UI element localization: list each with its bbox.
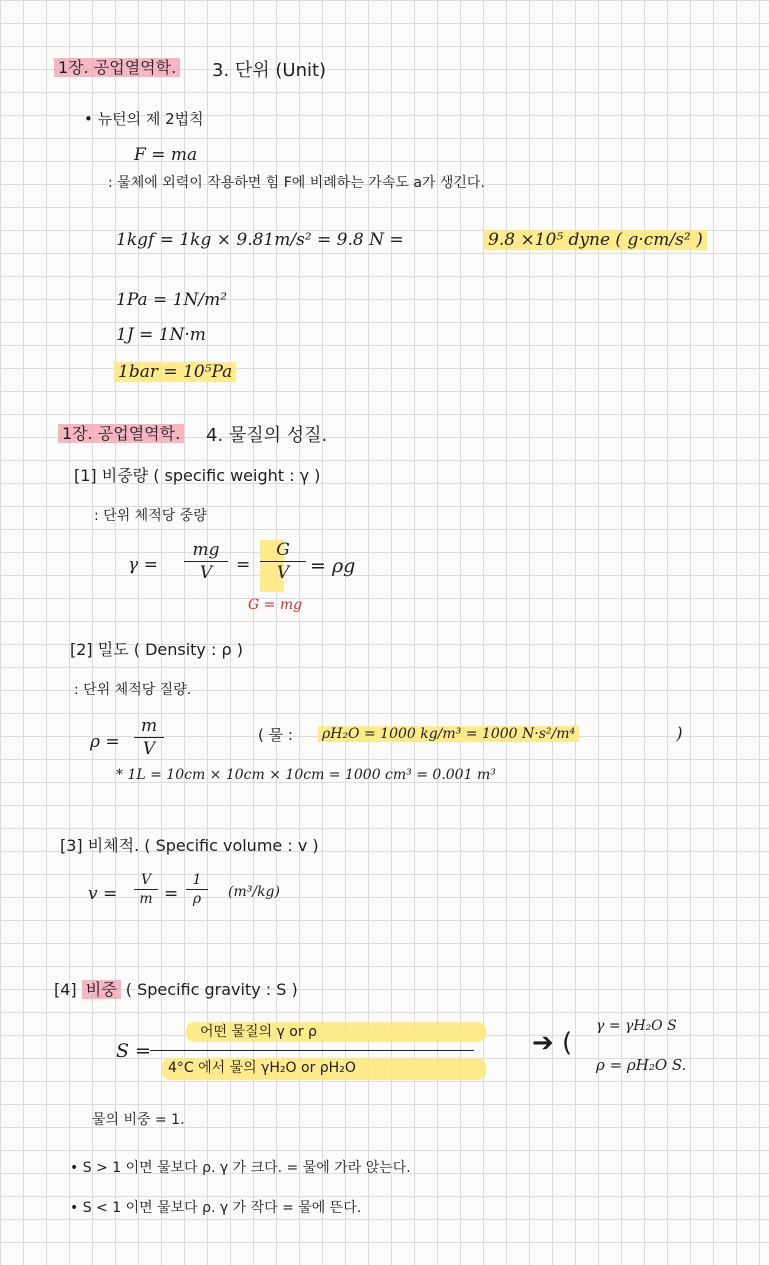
fraction-denominator: V (199, 563, 213, 583)
section-title-properties: 4. 물질의 성질. (206, 425, 328, 446)
fraction-denominator: m (139, 891, 153, 907)
rule-sinks: • S > 1 이면 물보다 ρ. γ 가 크다. = 물에 가라 앉는다. (70, 1160, 411, 1176)
specific-volume-fraction-v-m (134, 872, 158, 907)
fraction-numerator: mg (192, 540, 220, 560)
fraction-numerator: 1 (192, 872, 202, 888)
fraction-denominator: V (276, 563, 290, 583)
fraction-bar (150, 1050, 474, 1051)
newton-heading: • 뉴턴의 제 2법칙 (84, 110, 204, 128)
density-lhs: ρ = (90, 732, 120, 752)
equals-sign: = (164, 884, 179, 904)
heading-highlight: 비중 (82, 980, 121, 999)
fraction-numerator: V (140, 872, 152, 888)
specific-volume-lhs: v = (88, 884, 118, 904)
specific-weight-heading: [1] 비중량 ( specific weight : γ ) (74, 466, 321, 485)
chapter-label-2: 1장. 공업열역학. (58, 424, 184, 443)
density-description: : 단위 체적당 질량. (74, 682, 192, 698)
g-equals-mg-note: G = mg (248, 597, 303, 613)
specific-weight-fraction-mg (184, 540, 228, 583)
fraction-bar (184, 561, 228, 562)
bar-definition: 1bar = 10⁵Pa (114, 362, 236, 382)
specific-volume-fraction-1-rho (186, 872, 208, 907)
joule-definition: 1J = 1N·m (116, 325, 206, 345)
pascal-definition: 1Pa = 1N/m² (116, 290, 228, 310)
specific-weight-fraction-g (260, 540, 306, 583)
specific-gravity-denominator: 4°C 에서 물의 γH₂O or ρH₂O (168, 1060, 356, 1076)
specific-gravity-lhs: S = (116, 1040, 151, 1062)
section-title-unit: 3. 단위 (Unit) (212, 60, 327, 81)
fraction-bar (134, 737, 164, 738)
specific-weight-lhs: γ = (128, 555, 158, 575)
fraction-denominator: V (142, 739, 156, 759)
water-density-value: ρH₂O = 1000 kg/m³ = 1000 N·s²/m⁴ (318, 726, 579, 743)
specific-gravity-heading (54, 980, 298, 999)
equals-sign: = (236, 555, 251, 575)
heading-number: [4] (54, 980, 77, 999)
rule-floats: • S < 1 이면 물보다 ρ. γ 가 작다 = 물에 뜬다. (70, 1200, 362, 1216)
water-density-close: ) (676, 724, 683, 744)
water-density-open: ( 물 : (258, 726, 293, 744)
fraction-numerator: G (276, 540, 290, 560)
chapter-label-1: 1장. 공업열역학. (54, 58, 180, 77)
specific-volume-unit: (m³/kg) (228, 884, 280, 900)
fraction-bar (134, 889, 158, 890)
specific-gravity-numerator: 어떤 물질의 γ or ρ (200, 1024, 317, 1040)
fraction-bar (260, 561, 306, 562)
newton-formula: F = ma (134, 145, 198, 165)
density-relation: ρ = ρH₂O S. (596, 1056, 687, 1074)
specific-weight-relation: γ = γH₂O S (596, 1018, 677, 1034)
fraction-bar (186, 889, 208, 890)
arrow-bracket: ➔ ( (532, 1028, 573, 1058)
specific-weight-result: = ρg (310, 555, 356, 577)
kgf-equation-lhs: 1kgf = 1kg × 9.81m/s² = 9.8 N = (116, 230, 404, 250)
heading-rest: ( Specific gravity : S ) (125, 980, 298, 999)
density-heading: [2] 밀도 ( Density : ρ ) (70, 640, 243, 659)
specific-weight-description: : 단위 체적당 중량 (94, 508, 207, 524)
newton-description: : 물체에 외력이 작용하면 힘 F에 비례하는 가속도 a가 생긴다. (108, 175, 485, 191)
density-fraction (134, 716, 164, 759)
specific-volume-heading: [3] 비체적. ( Specific volume : v ) (60, 836, 319, 855)
fraction-numerator: m (140, 716, 158, 736)
liter-conversion: * 1L = 10cm × 10cm × 10cm = 1000 cm³ = 0.001 m³ (116, 767, 496, 783)
fraction-denominator: ρ (192, 891, 202, 907)
water-specific-gravity: 물의 비중 = 1. (92, 1112, 185, 1128)
kgf-equation-rhs: 9.8 ×10⁵ dyne ( g·cm/s² ) (484, 230, 707, 250)
